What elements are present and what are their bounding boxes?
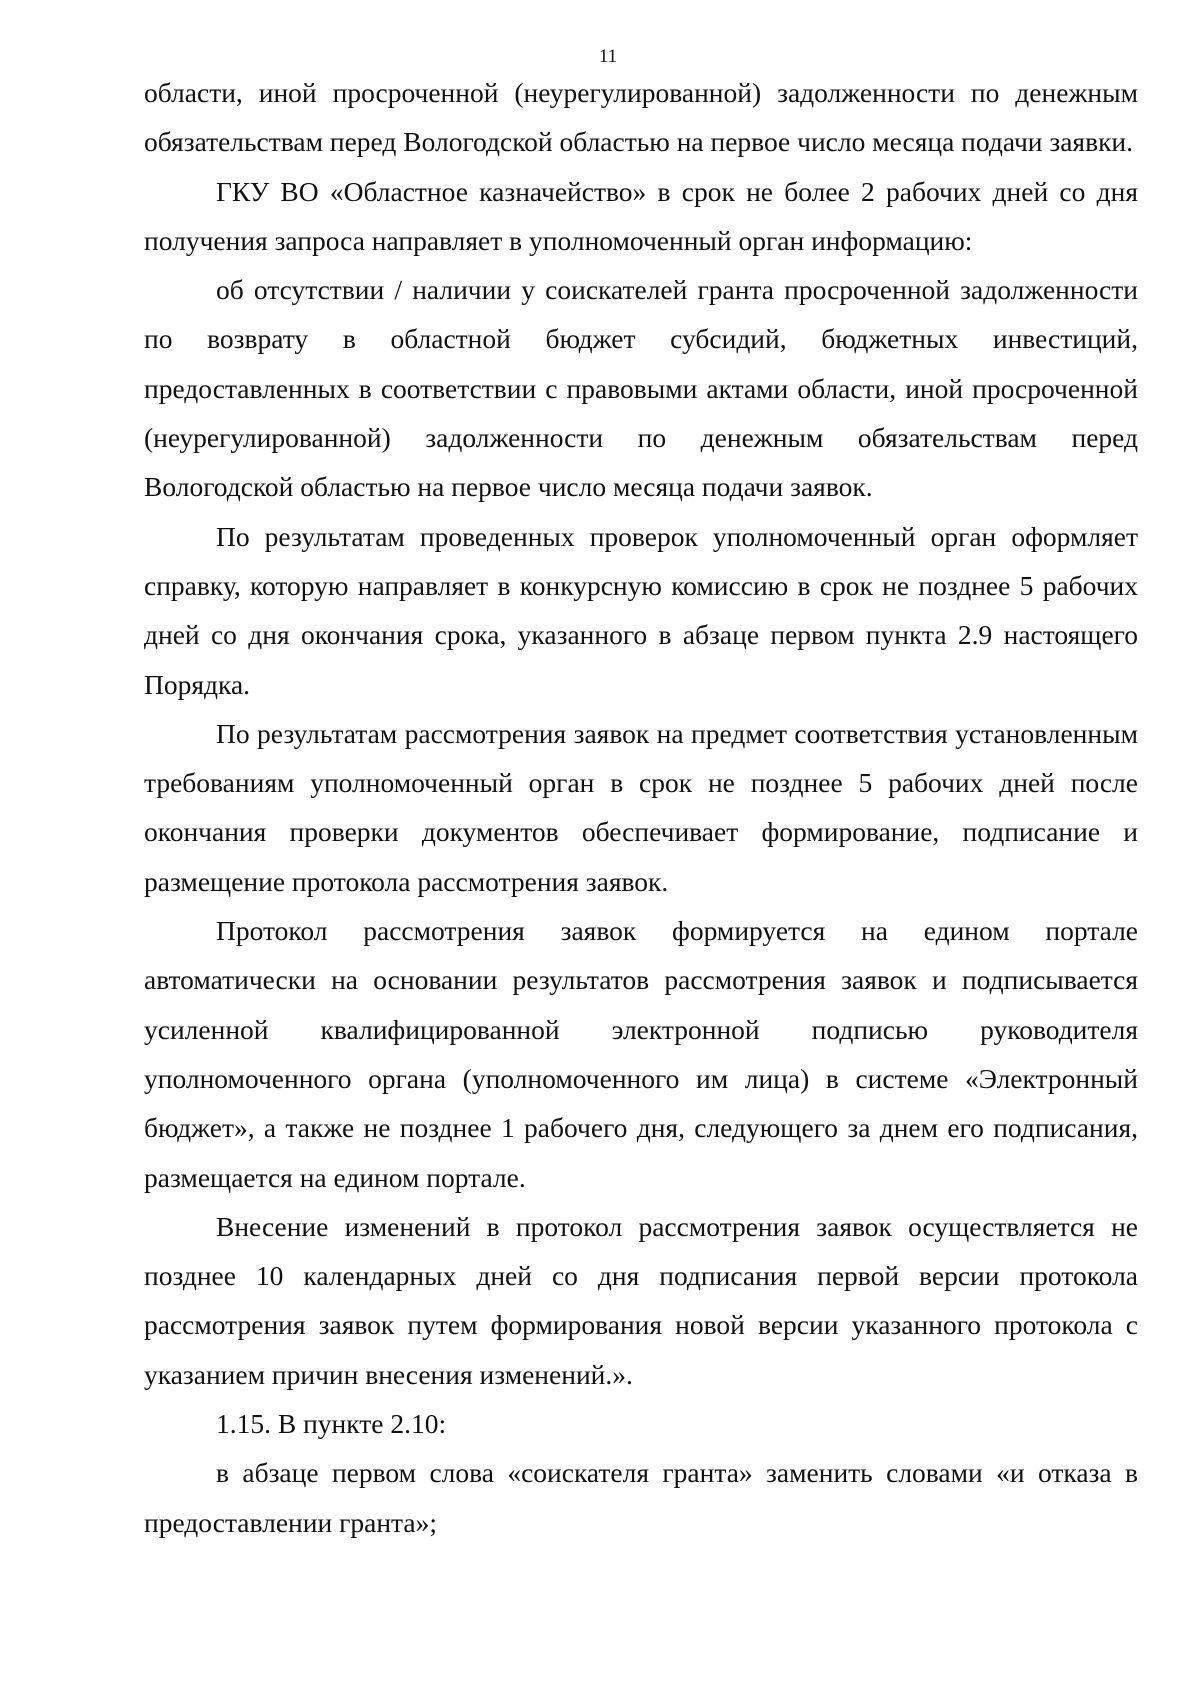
- paragraph-continuation: области, иной просроченной (неурегулированной) задолженности по денежным обязательствам перед Вологодской областью на первое число месяца подачи заявки.: [144, 77, 1138, 158]
- page-number: 11: [598, 46, 618, 67]
- paragraph-protocol-amendments: Внесение изменений в протокол рассмотрения заявок осуществляется не позднее 10 календарных дней со дня подписания первой версии протокола рассмотрения заявок путем формирования новой версии указанного протокола с указанием причин внесения изменений.».: [144, 1210, 1138, 1390]
- paragraph-word-replacement: в абзаце первом слова «соискателя гранта» заменить словами «и отказа в предоставлении гранта»;: [144, 1457, 1138, 1538]
- paragraph-protocol-formation: Протокол рассмотрения заявок формируется на едином портале автоматически на основании результатов рассмотрения заявок и подписывается усиленной квалифицированной электронной подписью руководителя уполномоченного органа (уполномоченного им лица) в системе «Электронный бюджет», а также не позднее 1 рабочего дня, следующего за днем его подписания, размещается на едином портале.: [144, 915, 1138, 1193]
- paragraph-certificate: По результатам проведенных проверок уполномоченный орган оформляет справку, которую направляет в конкурсную комиссию в срок не позднее 5 рабочих дней со дня окончания срока, указанного в абзаце первом пункта 2.9 настоящего Порядка.: [144, 520, 1138, 700]
- paragraph-debt-information: об отсутствии / наличии у соискателей гранта просроченной задолженности по возврату в областной бюджет субсидий, бюджетных инвестиций, предоставленных в соответствии с правовыми актами области, иной просроченной (неурегулированной) задолженности по денежным обязательствам перед Вологодской областью на первое число месяца подачи заявок.: [144, 274, 1138, 503]
- paragraph-treasury-response: ГКУ ВО «Областное казначейство» в срок не более 2 рабочих дней со дня получения запроса направляет в уполномоченный орган информацию:: [144, 175, 1138, 256]
- paragraph-section-heading: 1.15. В пункте 2.10:: [216, 1408, 447, 1440]
- document-body: [144, 68, 1138, 1547]
- paragraph-review-protocol: По результатам рассмотрения заявок на предмет соответствия установленным требованиям уполномоченный орган в срок не позднее 5 рабочих дней после окончания проверки документов обеспечивает формирование, подписание и размещение протокола рассмотрения заявок.: [144, 717, 1138, 897]
